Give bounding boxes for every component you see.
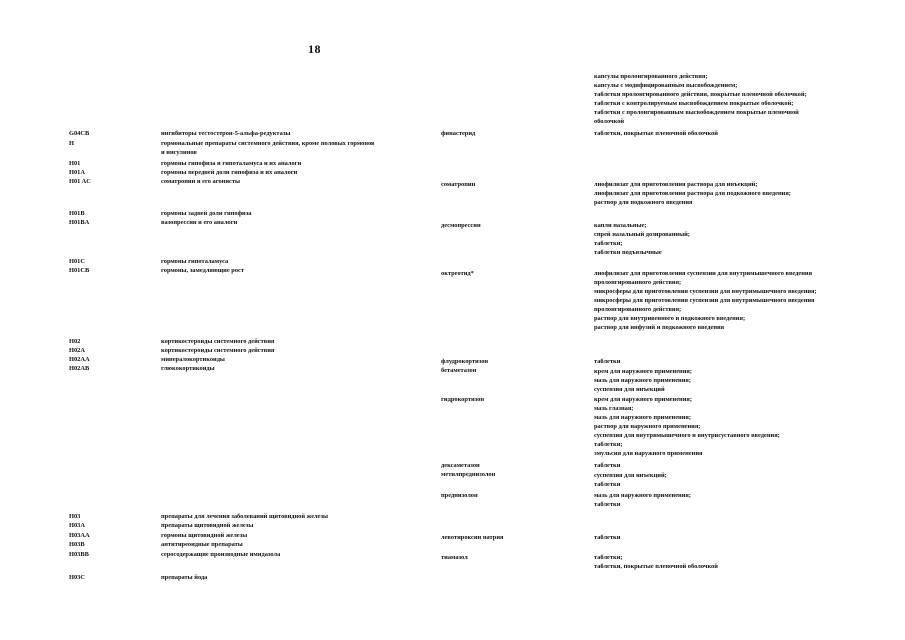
dosage-form: лиофилизат для приготовления раствора для подкожного введения; <box>594 190 791 197</box>
dosage-form: таблетки <box>594 501 621 508</box>
atc-code: H03AA <box>69 532 90 539</box>
atc-group-name: серосодержащие производные имидазола <box>161 551 281 558</box>
dosage-form: суспензия для инъекций; <box>594 472 667 479</box>
drug-name: флудрокортизон <box>441 358 489 365</box>
atc-code: H <box>69 140 74 147</box>
dosage-form: таблетки; <box>594 441 623 448</box>
carry-over-line: таблетки с контролируемым высвобождением покрытые оболочкой; <box>594 100 794 107</box>
drug-name: преднизолон <box>441 492 478 499</box>
carry-over-line: капсулы пролонгированного действия; <box>594 73 708 80</box>
dosage-form: мазь для наружного применения; <box>594 377 692 384</box>
carry-over-line: оболочкой <box>594 118 625 125</box>
dosage-form: лиофилизат для приготовления раствора для инъекций; <box>594 181 758 188</box>
atc-group-name: и инсулинов <box>161 149 197 156</box>
atc-code: H03A <box>69 522 85 529</box>
atc-code: H03B <box>69 541 85 548</box>
atc-group-name: глюкокортикоиды <box>161 365 215 372</box>
drug-name: тиамазол <box>441 554 468 561</box>
dosage-form: суспензия для инъекций <box>594 386 665 393</box>
dosage-form: микросферы для приготовления суспензии для внутримышечного введения <box>594 297 815 304</box>
atc-code: H01 <box>69 160 81 167</box>
atc-group-name: гормоны гипоталамуса <box>161 258 229 265</box>
atc-group-name: препараты для лечения заболеваний щитовидной железы <box>161 513 329 520</box>
dosage-form: таблетки; <box>594 554 623 561</box>
atc-code: H02AA <box>69 356 90 363</box>
atc-code: G04CB <box>69 130 90 137</box>
atc-code: H03 <box>69 513 81 520</box>
dosage-form: раствор для подкожного введения <box>594 199 693 206</box>
atc-group-name: гормоны задней доли гипофиза <box>161 210 252 217</box>
dosage-form: таблетки <box>594 481 621 488</box>
atc-group-name: гормоны передней доли гипофиза и их аналоги <box>161 169 298 176</box>
dosage-form: микросферы для приготовления суспензии для внутримышечного введения; <box>594 288 817 295</box>
atc-group-name: гормоны щитовидной железы <box>161 532 248 539</box>
dosage-form: таблетки <box>594 462 621 469</box>
dosage-form: раствор для инфузий и подкожного введения <box>594 324 725 331</box>
carry-over-line: таблетки с пролонгированным высвобождением покрытые пленочной <box>594 109 799 116</box>
drug-name: десмопрессин <box>441 222 481 229</box>
atc-code: H02 <box>69 338 81 345</box>
atc-group-name: антитиреоидные препараты <box>161 541 243 548</box>
atc-group-name: препараты йода <box>161 574 208 581</box>
dosage-form: мазь для наружного применения; <box>594 492 692 499</box>
carry-over-line: капсулы с модифицированным высвобождением; <box>594 82 738 89</box>
atc-code: H01 AC <box>69 178 91 185</box>
atc-group-name: минералокортикоиды <box>161 356 225 363</box>
atc-code: H01BA <box>69 219 90 226</box>
atc-group-name: гормональные препараты системного действия, кроме половых гормонов <box>161 140 375 147</box>
drug-name: метилпреднизолон <box>441 471 496 478</box>
dosage-form: лиофилизат для приготовления суспензии для внутримышечного введения <box>594 270 813 277</box>
dosage-form: крем для наружного применения; <box>594 396 692 403</box>
dosage-form: спрей назальный дозированный; <box>594 231 690 238</box>
atc-group-name: соматропин и его агонисты <box>161 178 240 185</box>
page-number: 18 <box>308 42 321 56</box>
dosage-form: эмульсия для наружного применения <box>594 450 703 457</box>
atc-group-name: кортикостероиды системного действия <box>161 338 275 345</box>
atc-group-name: препараты щитовидной железы <box>161 522 254 529</box>
dosage-form: таблетки, покрытые пленочной оболочкой <box>594 130 718 137</box>
drug-name: октреотид* <box>441 270 474 277</box>
carry-over-line: таблетки пролонгированного действия, покрытые пленочной оболочкой; <box>594 91 807 98</box>
drug-name: финастерид <box>441 130 476 137</box>
dosage-form: таблетки; <box>594 240 623 247</box>
dosage-form: мазь для наружного применения; <box>594 414 692 421</box>
atc-group-name: ингибиторы тестостерон-5-альфа-редуктазы <box>161 130 291 137</box>
dosage-form: пролонгированного действия; <box>594 279 682 286</box>
dosage-form: мазь глазная; <box>594 405 634 412</box>
dosage-form: таблетки, покрытые пленочной оболочкой <box>594 563 718 570</box>
drug-name: бетаметазон <box>441 367 477 374</box>
atc-code: H03C <box>69 574 85 581</box>
dosage-form: таблетки подъязычные <box>594 249 662 256</box>
dosage-form: таблетки <box>594 534 621 541</box>
atc-code: H01CB <box>69 267 90 274</box>
atc-code: H01A <box>69 169 85 176</box>
atc-group-name: гормоны, замедляющие рост <box>161 267 244 274</box>
dosage-form: раствор для внутривенного и подкожного введения; <box>594 315 746 322</box>
atc-code: H01B <box>69 210 85 217</box>
dosage-form: крем для наружного применения; <box>594 368 692 375</box>
dosage-form: таблетки <box>594 358 621 365</box>
drug-name: гидрокортизон <box>441 396 485 403</box>
dosage-form: раствор для наружного применения; <box>594 423 701 430</box>
drug-name: дексаметазон <box>441 462 480 469</box>
dosage-form: пролонгированного действия; <box>594 306 682 313</box>
atc-code: H01C <box>69 258 85 265</box>
atc-group-name: гормоны гипофиза и гипоталамуса и их аналоги <box>161 160 302 167</box>
atc-group-name: кортикостероиды системного действия <box>161 347 275 354</box>
dosage-form: суспензия для внутримышечного и внутрисуставного введения; <box>594 432 780 439</box>
drug-name: левотироксин натрия <box>441 534 504 541</box>
atc-code: H03BB <box>69 551 89 558</box>
atc-code: H02AB <box>69 365 90 372</box>
atc-code: H02A <box>69 347 85 354</box>
drug-name: соматропин <box>441 181 476 188</box>
dosage-form: капли назальные; <box>594 222 647 229</box>
atc-group-name: вазопрессин и его аналоги <box>161 219 238 226</box>
